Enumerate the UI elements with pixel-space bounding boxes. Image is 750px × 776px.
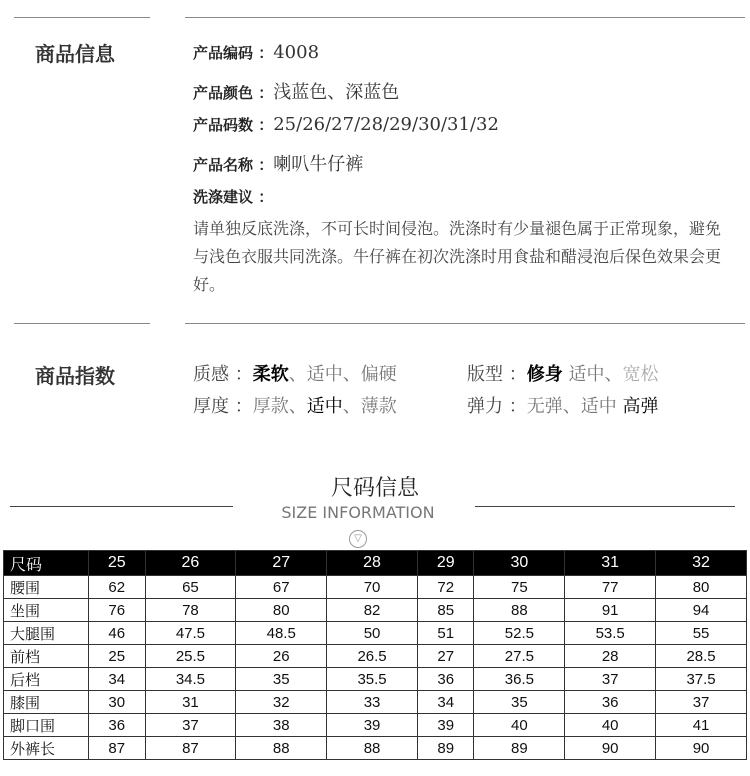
divider: [14, 323, 150, 324]
size-table: [3, 550, 747, 760]
label: 产品名称 ：: [193, 156, 274, 174]
row-label: 脚口围: [4, 714, 89, 737]
row-label: 腰围: [4, 576, 89, 599]
table-cell: 65: [145, 576, 236, 599]
table-cell: 90: [565, 737, 656, 760]
table-cell: 25.5: [145, 645, 236, 668]
table-cell: 90: [656, 737, 747, 760]
table-cell: 62: [89, 576, 146, 599]
option-selected: 适中: [306, 396, 343, 417]
value: 25/26/27/28/29/30/31/32: [273, 114, 499, 135]
wash-advice: 请单独反底洗涤，不可长时间侵泡。洗涤时有少量褪色属于正常现象，避免与浅色衣服共同洗涤。牛仔裤在初次洗涤时用食盐和醋浸泡后保色效果会更好。: [193, 219, 722, 294]
table-cell: 39: [417, 714, 474, 737]
table-cell: 87: [89, 737, 146, 760]
table-cell: 46: [89, 622, 146, 645]
table-cell: 53.5: [565, 622, 656, 645]
table-cell: 33: [327, 691, 418, 714]
table-cell: 52.5: [474, 622, 565, 645]
label: 质感 ：: [193, 364, 253, 385]
table-cell: 35.5: [327, 668, 418, 691]
label: 弹力 ：: [467, 396, 527, 417]
table-cell: 36: [89, 714, 146, 737]
table-cell: 32: [656, 551, 747, 576]
table-cell: 28: [327, 551, 418, 576]
table-row: [4, 599, 747, 622]
table-cell: 36: [417, 668, 474, 691]
table-cell: 27: [236, 551, 327, 576]
table-row: [4, 691, 747, 714]
label: 产品码数 ：: [193, 116, 274, 134]
table-cell: 37: [145, 714, 236, 737]
row-label: 坐围: [4, 599, 89, 622]
table-cell: 36.5: [474, 668, 565, 691]
table-cell: 94: [656, 599, 747, 622]
table-cell: 36: [565, 691, 656, 714]
table-cell: 26: [236, 645, 327, 668]
table-cell: 89: [474, 737, 565, 760]
row-label: 大腿围: [4, 622, 89, 645]
divider: [14, 17, 150, 18]
table-cell: 89: [417, 737, 474, 760]
value: 浅蓝色、深蓝色: [273, 82, 400, 103]
table-cell: 55: [656, 622, 747, 645]
table-cell: 82: [327, 599, 418, 622]
table-cell: 40: [565, 714, 656, 737]
table-cell: 72: [417, 576, 474, 599]
table-cell: 35: [236, 668, 327, 691]
row-label: 尺码: [4, 551, 89, 576]
row-label: 后档: [4, 668, 89, 691]
option-selected: 修身: [526, 364, 563, 385]
option: 适中、: [568, 364, 623, 385]
table-cell: 26: [145, 551, 236, 576]
label: 版型 ：: [467, 364, 527, 385]
table-cell: 31: [145, 691, 236, 714]
option: 、薄款: [342, 396, 397, 417]
info-rows: [193, 42, 499, 222]
table-cell: 25: [89, 551, 146, 576]
table-cell: 76: [89, 599, 146, 622]
table-cell: 27: [417, 645, 474, 668]
divider: [185, 17, 745, 18]
table-cell: 88: [236, 737, 327, 760]
table-cell: 80: [236, 599, 327, 622]
table-header-row: [4, 551, 747, 576]
option: 厚款、: [252, 396, 307, 417]
table-row: [4, 645, 747, 668]
table-cell: 38: [236, 714, 327, 737]
table-cell: 30: [474, 551, 565, 576]
table-cell: 87: [145, 737, 236, 760]
section-title-info: 商品信息: [35, 42, 115, 66]
label: 厚度 ：: [193, 396, 253, 417]
table-row: [4, 576, 747, 599]
table-cell: 28: [565, 645, 656, 668]
table-cell: 34.5: [145, 668, 236, 691]
table-cell: 31: [565, 551, 656, 576]
table-cell: 47.5: [145, 622, 236, 645]
value: 4008: [273, 42, 320, 63]
value: 喇叭牛仔裤: [273, 154, 364, 175]
table-cell: 27.5: [474, 645, 565, 668]
row-label: 外裤长: [4, 737, 89, 760]
table-cell: 37: [565, 668, 656, 691]
option: 、适中、偏硬: [288, 364, 397, 385]
table-cell: 77: [565, 576, 656, 599]
table-cell: 30: [89, 691, 146, 714]
table-cell: 25: [89, 645, 146, 668]
row-label: 前档: [4, 645, 89, 668]
table-cell: 80: [656, 576, 747, 599]
index-stretch: [467, 392, 658, 418]
label: 产品颜色 ：: [193, 84, 274, 102]
table-cell: 67: [236, 576, 327, 599]
table-cell: 85: [417, 599, 474, 622]
table-cell: 29: [417, 551, 474, 576]
section-title-index: 商品指数: [35, 364, 115, 388]
table-cell: 88: [474, 599, 565, 622]
option: 无弹、适中: [526, 396, 617, 417]
table-row: [4, 737, 747, 760]
table-row: [4, 622, 747, 645]
index-fit: [467, 360, 658, 386]
table-cell: 78: [145, 599, 236, 622]
table-cell: 51: [417, 622, 474, 645]
table-cell: 50: [327, 622, 418, 645]
divider: [185, 323, 745, 324]
chevron-down-icon: ▽: [349, 530, 367, 548]
table-cell: 75: [474, 576, 565, 599]
table-cell: 41: [656, 714, 747, 737]
table-cell: 35: [474, 691, 565, 714]
table-cell: 34: [89, 668, 146, 691]
table-cell: 39: [327, 714, 418, 737]
index-texture: [193, 360, 397, 386]
size-subtitle: SIZE INFORMATION: [281, 503, 435, 522]
table-cell: 88: [327, 737, 418, 760]
option-selected: 高弹: [622, 396, 659, 417]
table-cell: 32: [236, 691, 327, 714]
table-cell: 26.5: [327, 645, 418, 668]
table-row: [4, 714, 747, 737]
index-thickness: [193, 392, 397, 418]
label: 洗涤建议 ：: [193, 188, 274, 206]
row-label: 膝围: [4, 691, 89, 714]
option: 宽松: [622, 364, 659, 385]
table-cell: 48.5: [236, 622, 327, 645]
table-cell: 37.5: [656, 668, 747, 691]
table-cell: 70: [327, 576, 418, 599]
table-cell: 37: [656, 691, 747, 714]
table-cell: 40: [474, 714, 565, 737]
option-selected: 柔软: [252, 364, 289, 385]
table-cell: 34: [417, 691, 474, 714]
table-row: [4, 668, 747, 691]
label: 产品编码 ：: [193, 44, 274, 62]
table-cell: 28.5: [656, 645, 747, 668]
size-title: 尺码信息: [330, 476, 419, 501]
table-cell: 91: [565, 599, 656, 622]
